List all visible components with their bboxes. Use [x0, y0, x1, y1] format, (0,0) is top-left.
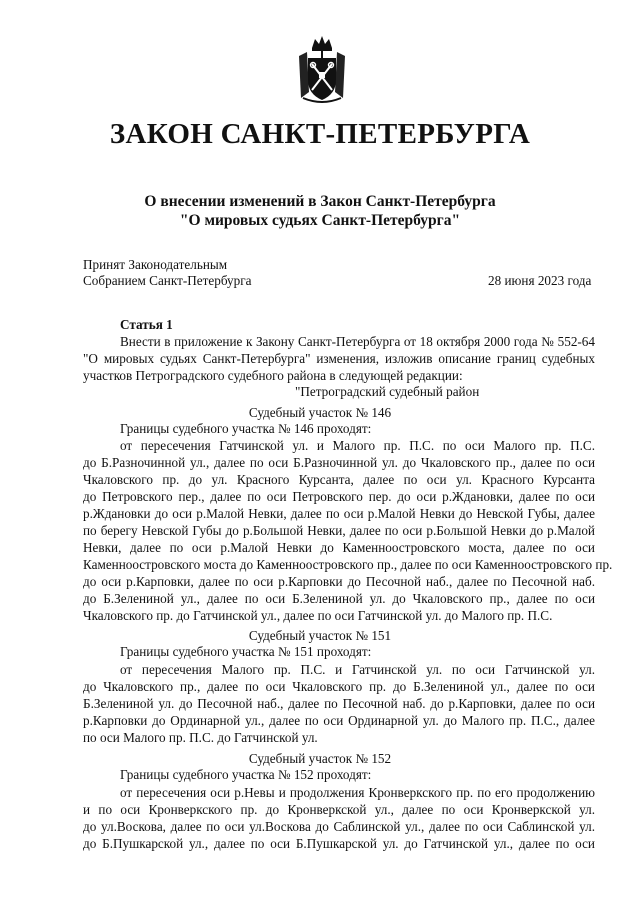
boundary-label: Границы судебного участка № 146 проходят: — [120, 421, 372, 436]
adoption-line-1: Принят Законодательным — [83, 257, 228, 272]
adoption-date: 28 июня 2023 года — [488, 273, 592, 288]
boundary-line: до Б.Разночинной ул., далее по оси Б.Разночинной ул. до Чкаловского пр., далее по оси — [83, 455, 595, 470]
boundary-line: от пересечения Гатчинской ул. и Малого пр. П.С. по оси Малого пр. П.С. — [120, 438, 595, 453]
boundary-line: по оси Малого пр. П.С. до Гатчинской ул. — [83, 730, 318, 745]
boundary-line: до ул.Воскова, далее по оси ул.Воскова до Саблинской ул., далее по оси Саблинской ул. — [83, 819, 595, 834]
boundary-line: и по оси Кронверкского пр. до Кронверкской ул., далее по оси Кронверкской ул. — [83, 802, 595, 817]
boundary-line: до Б.Пушкарской ул., далее по оси Б.Пушкарской ул. до Гатчинской ул., далее по оси — [83, 836, 595, 851]
article-intro-line: "О мировых судьях Санкт-Петербурга" изменения, изложив описание границ судебных — [83, 351, 595, 366]
boundary-line: р.Карповки до Ординарной ул., далее по оси Ординарной ул. до Малого пр. П.С., далее — [83, 713, 595, 728]
law-subtitle-line-1: О внесении изменений в Закон Санкт-Петербурга — [144, 193, 496, 210]
boundary-line: Невки, далее по оси р.Малой Невки до Каменноостровского моста, далее по оси — [83, 540, 595, 555]
article-intro-line: Внести в приложение к Закону Санкт-Петербурга от 18 октября 2000 года № 552-64 — [120, 334, 595, 349]
boundary-line: Каменноостровского моста до Каменноостровского пр., далее по оси Каменноостровского пр. — [83, 557, 613, 572]
boundary-line: до Петровского пер., далее по оси Петровского пер. до оси р.Ждановки, далее по оси — [83, 489, 595, 504]
article-heading: Статья 1 — [120, 317, 173, 332]
section-heading: Судебный участок № 152 — [248, 751, 392, 766]
boundary-line: Чкаловского пр. до Гатчинской ул., далее по оси Гатчинской ул. до Малого пр. П.С. — [83, 608, 553, 623]
article-intro-line: участков Петроградского судебного района в следующей редакции: — [83, 368, 463, 383]
boundary-line: до Чкаловского пр., далее по оси Чкаловского пр. до Б.Зелениной ул., далее по оси — [83, 679, 595, 694]
boundary-line: от пересечения оси р.Невы и продолжения Кронверкского пр. по его продолжению — [120, 785, 595, 800]
law-title: ЗАКОН САНКТ-ПЕТЕРБУРГА — [109, 118, 531, 150]
boundary-line: от пересечения Малого пр. П.С. и Гатчинской ул. по оси Гатчинской ул. — [120, 662, 595, 677]
section-heading: Судебный участок № 151 — [248, 628, 392, 643]
boundary-label: Границы судебного участка № 152 проходят: — [120, 767, 372, 782]
boundary-line: по берегу Невской Губы до р.Большой Невки, далее по оси р.Большой Невки до р.Малой — [83, 523, 595, 538]
district-heading: "Петроградский судебный район — [295, 384, 480, 399]
adoption-line-2: Собранием Санкт-Петербурга — [83, 273, 252, 288]
boundary-line: до оси р.Карповки, далее по оси р.Карповки до Песочной наб., далее по Песочной наб. — [83, 574, 595, 589]
boundary-line: до Б.Зелениной ул., далее по оси Б.Зелениной ул. до Чкаловского пр., далее по оси — [83, 591, 595, 606]
boundary-line: р.Ждановки до оси р.Малой Невки, далее по оси р.Малой Невки до Невской Губы, далее — [83, 506, 595, 521]
coat-of-arms-emblem — [295, 34, 349, 104]
boundary-line: Чкаловского пр. до ул. Красного Курсанта, далее по оси ул. Красного Курсанта — [83, 472, 595, 487]
boundary-label: Границы судебного участка № 151 проходят: — [120, 644, 372, 659]
boundary-line: Б.Зелениной ул. до Песочной наб., далее по Песочной наб. до р.Карповки, далее по оси — [83, 696, 595, 711]
section-heading: Судебный участок № 146 — [248, 405, 392, 420]
law-subtitle-line-2: "О мировых судьях Санкт-Петербурга" — [179, 212, 461, 229]
